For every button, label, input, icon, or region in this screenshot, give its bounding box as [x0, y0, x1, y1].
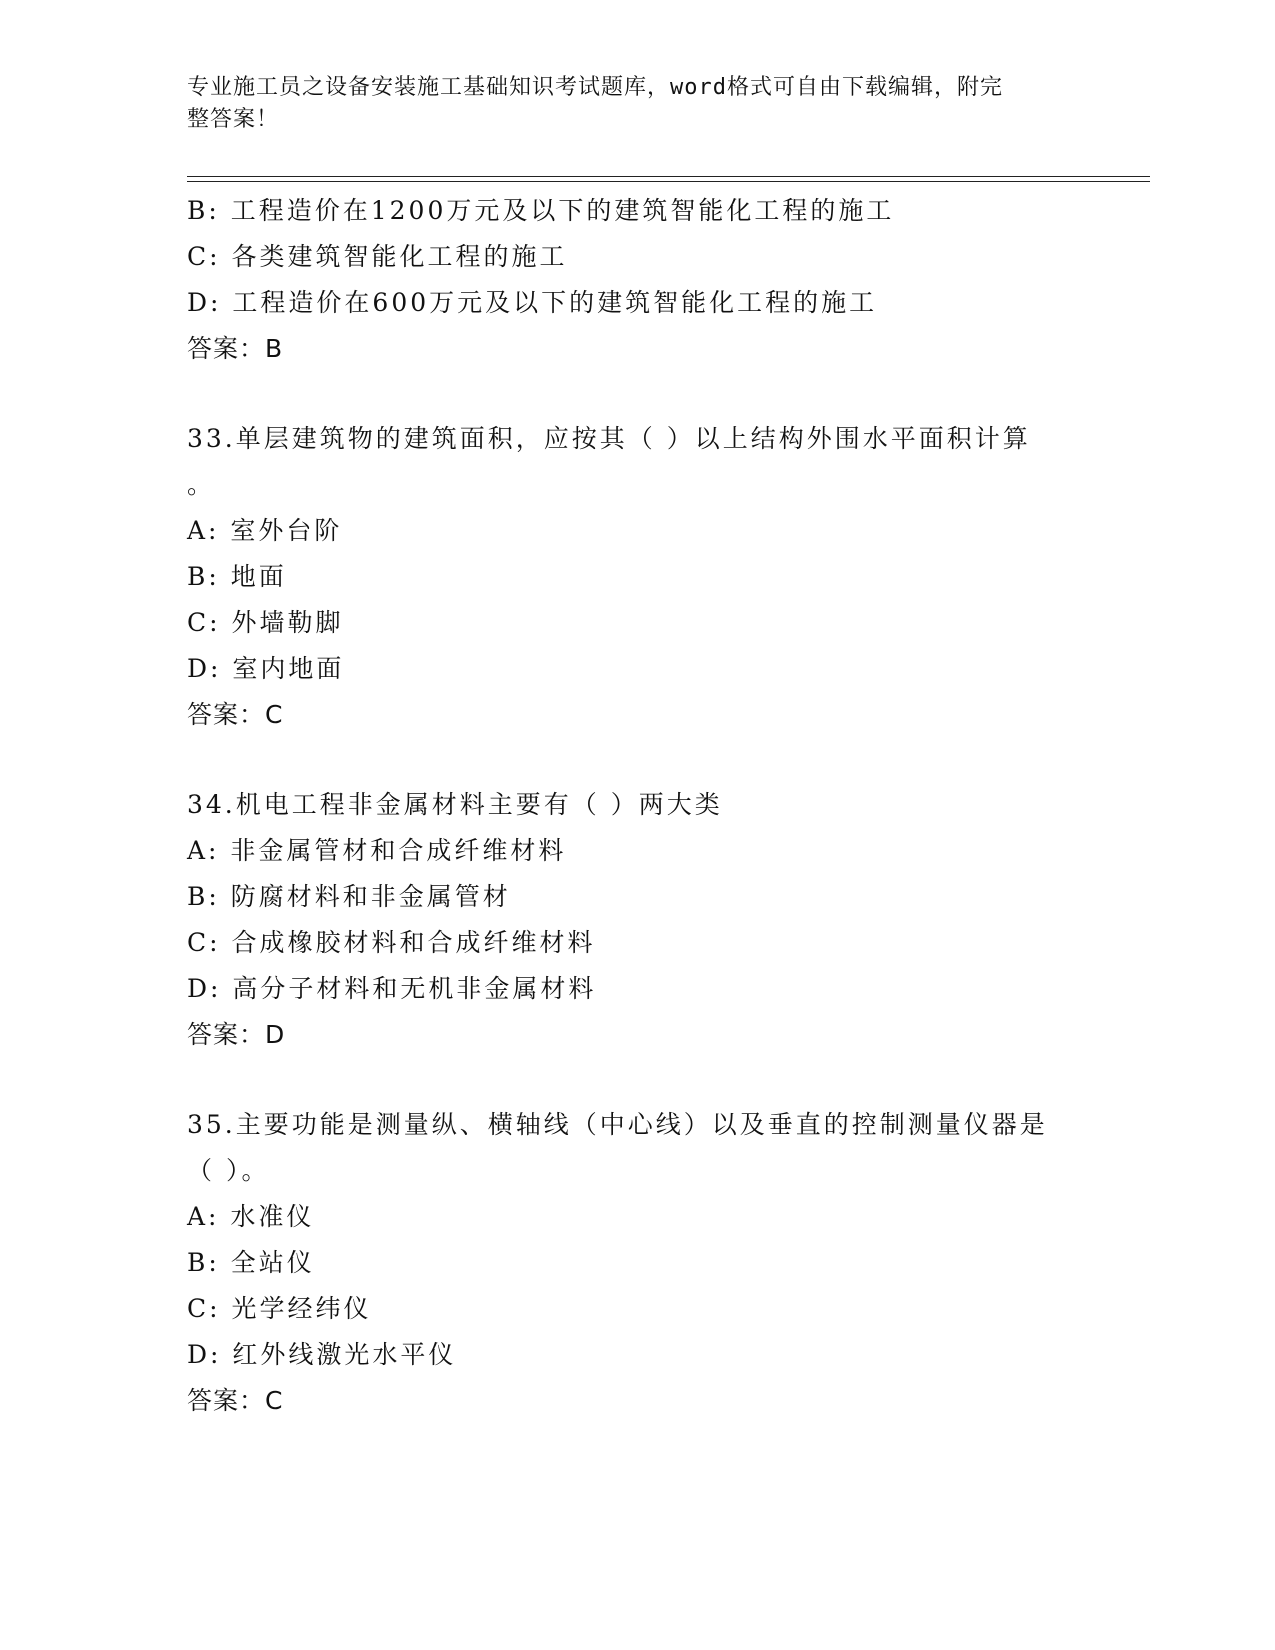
question-list: [187, 188, 1087, 1424]
option-a: A: 非金属管材和合成纤维材料: [187, 836, 567, 865]
option-b: B: 地面: [187, 562, 287, 591]
answer: 答案：C: [187, 700, 284, 729]
option-b: B: 防腐材料和非金属管材: [187, 882, 511, 911]
answer: 答案：C: [187, 1386, 284, 1415]
header-divider-bottom: [187, 181, 1150, 182]
spacer: [187, 372, 1087, 416]
question-35: [187, 1102, 1087, 1424]
answer: 答案：D: [187, 1020, 286, 1049]
option-c: C: 合成橡胶材料和合成纤维材料: [187, 928, 596, 957]
option-c: C: 各类建筑智能化工程的施工: [187, 242, 568, 271]
option-b: B: 全站仪: [187, 1248, 315, 1277]
option-d: D: 红外线激光水平仪: [187, 1340, 457, 1369]
header-divider-top: [187, 176, 1150, 177]
question-stem-continued: 。: [187, 470, 216, 499]
question-32: [187, 188, 1087, 372]
option-c: C: 外墙勒脚: [187, 608, 344, 637]
header-line-2: 整答案！: [187, 107, 280, 132]
spacer: [187, 738, 1087, 782]
option-d: D: 室内地面: [187, 654, 345, 683]
spacer: [187, 1058, 1087, 1102]
question-stem: 33.单层建筑物的建筑面积，应按其（ ）以上结构外围水平面积计算: [187, 424, 1031, 453]
option-a: A: 室外台阶: [187, 516, 343, 545]
question-stem: 34.机电工程非金属材料主要有（ ）两大类: [187, 790, 723, 819]
option-d: D: 高分子材料和无机非金属材料: [187, 974, 597, 1003]
option-b: B: 工程造价在1200万元及以下的建筑智能化工程的施工: [187, 196, 895, 225]
question-33: [187, 416, 1087, 738]
question-34: [187, 782, 1087, 1058]
question-stem: 35.主要功能是测量纵、横轴线（中心线）以及垂直的控制测量仪器是: [187, 1110, 1048, 1139]
document-header: [187, 72, 1067, 136]
question-stem-continued: （ ）。: [187, 1156, 270, 1185]
option-a: A: 水准仪: [187, 1202, 315, 1231]
header-line-1: 专业施工员之设备安装施工基础知识考试题库，word格式可自由下载编辑，附完: [187, 75, 1003, 100]
option-c: C: 光学经纬仪: [187, 1294, 372, 1323]
answer: 答案：B: [187, 334, 284, 363]
option-d: D: 工程造价在600万元及以下的建筑智能化工程的施工: [187, 288, 878, 317]
